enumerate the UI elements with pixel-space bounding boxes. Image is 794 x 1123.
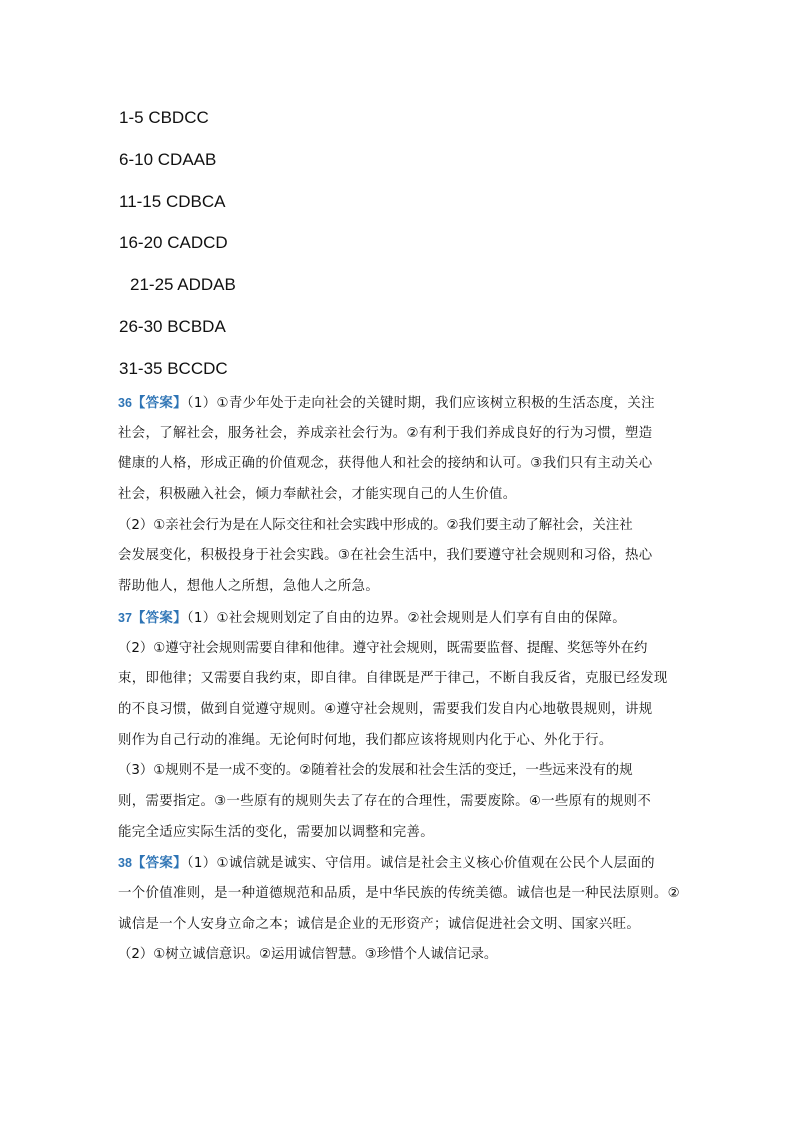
mc-answer-line — [119, 182, 236, 224]
mc-letters: ADDAB — [177, 275, 236, 295]
answer-text: （1）①诚信就是诚实、守信用。诚信是社会主义核心价值观在公民个人层面的 — [186, 856, 655, 872]
answer-tag: 【答案】 — [131, 856, 187, 872]
answer-line — [118, 603, 704, 634]
mc-letters: CADCD — [167, 233, 228, 253]
mc-answer-line — [119, 307, 236, 349]
answer-line: 的不良习惯，做到自觉遵守规则。④遵守社会规则，需要我们发自内心地敬畏规则，讲规 — [118, 701, 653, 717]
mc-answer-line — [119, 265, 236, 307]
answer-line: 社会，积极融入社会，倾力奉献社会，才能实现自己的人生价值。 — [118, 487, 517, 503]
question-number: 38 — [118, 856, 132, 871]
mc-range: 16-20 — [119, 233, 163, 253]
mc-letters: CDAAB — [157, 149, 217, 169]
answer-line: 社会，了解社会，服务社会，养成亲社会行为。②有利于我们养成良好的行为习惯，塑造 — [118, 425, 653, 441]
answer-tag: 【答案】 — [131, 610, 187, 626]
mc-range: 6-10 — [119, 149, 154, 169]
answer-line: （2）①树立诚信意识。②运用诚信智慧。③珍惜个人诚信记录。 — [118, 947, 498, 963]
mc-range: 1-5 — [119, 108, 144, 127]
open-answers — [118, 388, 704, 971]
question-36-answer — [118, 388, 704, 603]
question-38-answer — [118, 848, 704, 971]
answer-line: （3）①规则不是一成不变的。②随着社会的发展和社会生活的变迁，一些远来没有的规 — [118, 763, 633, 779]
mc-answer-line — [119, 223, 236, 265]
answer-line: 帮助他人，想他人之所想，急他人之所急。 — [118, 579, 380, 595]
answer-line: 能完全适应实际生活的变化，需要加以调整和完善。 — [118, 824, 435, 840]
question-number: 36 — [118, 396, 132, 410]
mc-range: 11-15 — [119, 191, 162, 211]
mc-letters: BCBDA — [167, 316, 226, 336]
mc-answer-line — [119, 349, 236, 391]
answer-line: 健康的人格，形成正确的价值观念，获得他人和社会的接纳和认可。③我们只有主动关心 — [118, 456, 653, 472]
answer-line: 会发展变化，积极投身于社会实践。③在社会生活中，我们要遵守社会规则和习俗，热心 — [118, 548, 653, 564]
answer-tag: 【答案】 — [131, 396, 187, 411]
mc-answer-line — [119, 98, 236, 140]
mc-letters: CBDCC — [148, 108, 209, 127]
mc-letters: BCCDC — [167, 358, 228, 378]
answer-line: 束，即他律；又需要自我约束，即自律。自律既是严于律己，不断自我反省，克服已经发现 — [118, 671, 668, 687]
multiple-choice-answers — [119, 98, 236, 391]
answer-line: 一个价值准则，是一种道德规范和品质，是中华民族的传统美德。诚信也是一种民法原则。② — [118, 886, 680, 901]
answer-line: （2）①亲社会行为是在人际交往和社会实践中形成的。②我们要主动了解社会，关注社 — [118, 517, 633, 533]
answer-line: 诚信是一个人安身立命之本；诚信是企业的无形资产；诚信促进社会文明、国家兴旺。 — [118, 916, 641, 932]
mc-letters: CDBCA — [165, 191, 226, 211]
mc-range: 21-25 — [130, 275, 174, 295]
answer-line — [118, 388, 704, 419]
question-number: 37 — [118, 610, 132, 625]
mc-answer-line — [119, 140, 236, 182]
mc-range: 26-30 — [119, 316, 163, 336]
mc-range: 31-35 — [119, 358, 163, 378]
answer-line: 则作为自己行动的准绳。无论何时何地，我们都应该将规则内化于心、外化于行。 — [118, 732, 613, 748]
answer-text: （1）①社会规则划定了自由的边界。②社会规则是人们享有自由的保障。 — [186, 610, 626, 626]
answer-text: （1）①青少年处于走向社会的关键时期，我们应该树立积极的生活态度，关注 — [186, 396, 655, 411]
answer-line: （2）①遵守社会规则需要自律和他律。遵守社会规则，既需要监督、提醒、奖惩等外在约 — [118, 640, 648, 656]
answer-line — [118, 848, 704, 879]
answer-line: 则，需要指定。③一些原有的规则失去了存在的合理性，需要废除。④一些原有的规则不 — [118, 793, 652, 809]
question-37-answer — [118, 603, 704, 849]
